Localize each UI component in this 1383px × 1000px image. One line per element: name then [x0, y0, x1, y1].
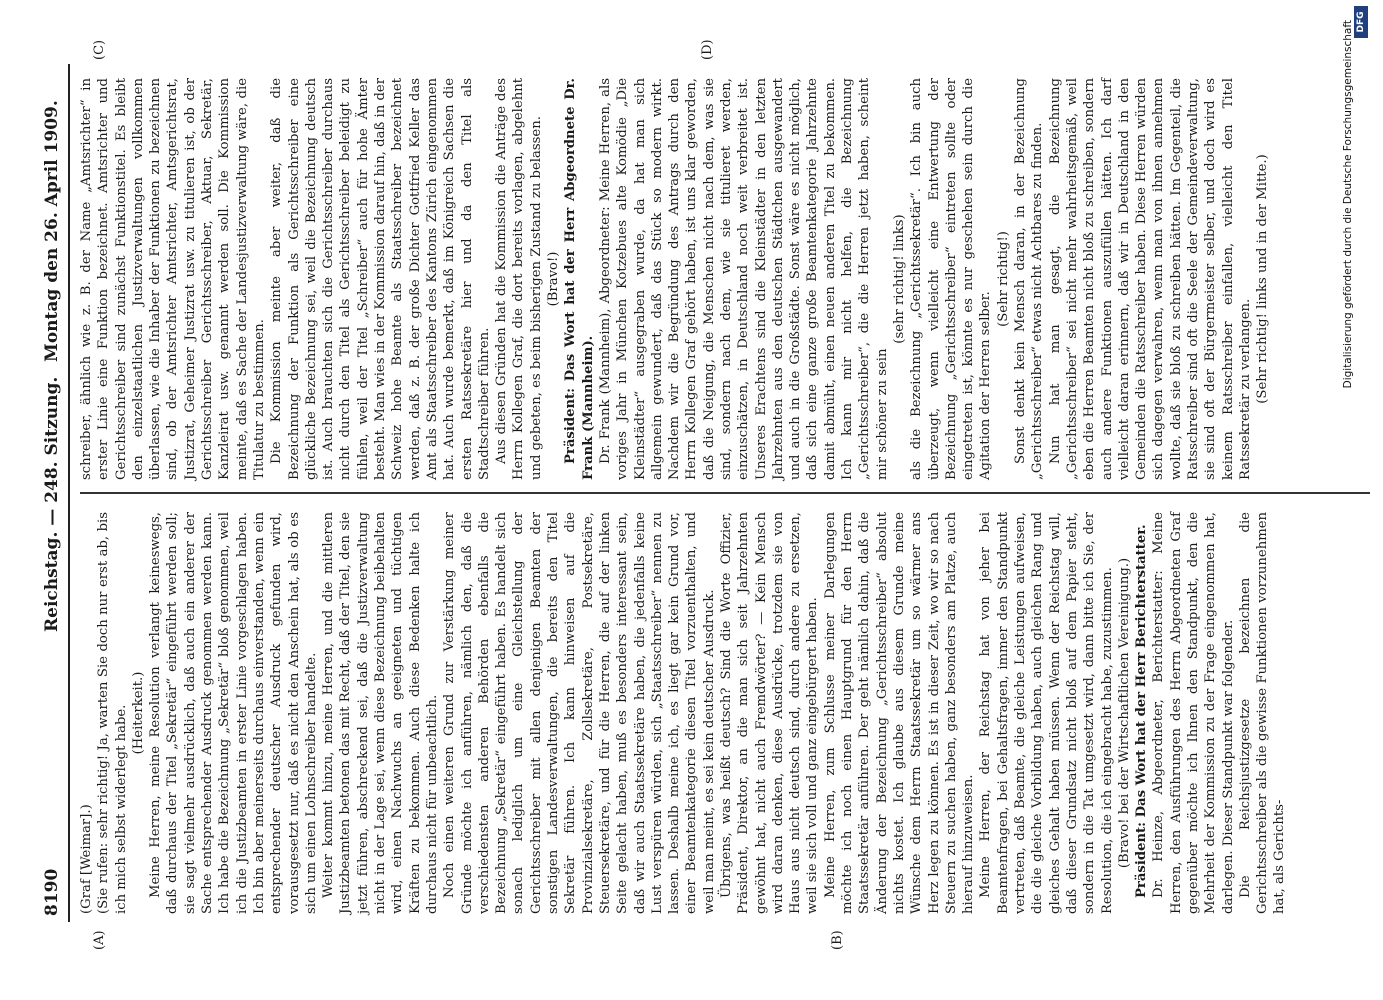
paragraph: Meine Herren, zum Schlusse meiner Darlegungen möchte ich noch einen Hauptgrund für den Herrn Staatssekretär anführen. Der geht nämlich dahin, daß die Änderung der Bezeichnung „Gerichtsschreiber“ absolut nichts kostet. Ich glaube aus diesem Grunde meine Wünsche dem Herrn Staatssekretär um so wärmer ans Herz legen zu können. Es ist in dieser Zeit, wo wir so nach Steuern zu suchen haben, ganz besonders am Platze, auch hierauf hinzuweisen. — [822, 512, 977, 914]
session-date: Montag den 26. April 1909. — [42, 100, 62, 362]
paragraph: (Sie rufen: sehr richtig! Ja, warten Sie doch nur erst ab, bis ich mich selbst widerlegt habe. — [96, 512, 129, 914]
paragraph: Aus diesen Gründen hat die Kommission die Anträge des Herrn Kollegen Graf, die dort bereits vorlagen, abgelehnt und gebeten, es beim bisherigen Zustand zu belassen. — [494, 78, 544, 480]
interjection: (Sehr richtig! links und in der Mitte.) — [1255, 154, 1271, 404]
paragraph: Nun hat man gesagt, die Bezeichnung „Gerichtsschreiber“ sei nicht mehr wahrheitsgemäß, weil eben die Herren Beamten nicht bloß zu schreiben, sondern auch andere Funktionen auszufüllen hätten. Ich darf vielleicht daran erinnern, daß wir in Deutschland in den Gemeinden die Ratsschreiber haben. Diese Herren würden sich dagegen verwahren, wenn man von ihnen annehmen wollte, daß sie bloß zu schreiben hätten. Im Gegenteil, die Ratsschreiber sind oft die Seele der Gemeindeverwaltung, sie sind oft der Bürgermeister selber, und doch wird es keinem Ratsschreiber einfallen, vielleicht den Titel Ratssekretär zu verlangen. — [1047, 78, 1253, 480]
paragraph: Weiter kommt hinzu, meine Herren, und die mittleren Justizbeamten betonen das mit Recht, daß der Titel, den sie jetzt führen, abschreckend sei, daß die Justizverwaltung nicht in der Lage sei, wenn diese Bezeichnung beibehalten wird, einen Nachwuchs an geeigneten und tüchtigen Kräften zu bekommen. Auch diese Bedenken halte ich durchaus nicht für unbeachtlich. — [321, 512, 440, 914]
president-line: Präsident: Das Wort hat der Herr Berichterstatter. — [1134, 524, 1150, 898]
left-column — [78, 512, 1289, 914]
paragraph: Dr. Heinze, Abgeordneter, Berichterstatter: Meine Herren, den Ausführungen des Herrn Abgeordneten Graf gegenüber möchte ich Ihnen den Standpunkt, den die Mehrheit der Kommission zu der Frage eingenommen hat, darlegen. Dieser Standpunkt war folgender. — [1151, 512, 1236, 914]
session-title: Reichstag. — 248. Sitzung. — [42, 376, 62, 632]
interjection: (Bravo!) — [546, 251, 562, 307]
paragraph: Meine Herren, meine Resolution verlangt keineswegs, daß durchaus der Titel „Sekretär“ eingeführt werden soll; sie sagt vielmehr ausdrücklich, daß auch ein anderer der Sache entsprechender Ausdruck genommen werden kann. Ich habe die Bezeichnung „Sekretär“ bloß genommen, weil ich die Justizbeamten in erster Linie vorgeschlagen haben. Ich bin aber meinerseits durchaus einverstanden, wenn ein entsprechender deutscher Ausdruck gefunden wird, vorausgesetzt nur, daß es nicht den Anschein hat, als ob es sich um einen Lohnschreiber handelte. — [148, 512, 319, 914]
interjection: (sehr richtig! links) — [891, 214, 907, 344]
paragraph: Meine Herren, der Reichstag hat von jeher bei Beamtenfragen, bei Gehaltsfragen, immer den Standpunkt vertreten, daß Beamte, die gleiche Leistungen aufweisen, die die gleiche Vorbildung haben, auch gleichen Rang und gleiches Gehalt haben müssen. Wenn der Reichstag will, daß dieser Grundsatz nicht bloß auf dem Papier steht, sondern in die Tat umgesetzt wird, dann bitte ich Sie, der Resolution, die ich eingebracht habe, zuzustimmen. — [978, 512, 1115, 914]
margin-marker-d: (D) — [700, 39, 715, 60]
digitization-attribution: Digitalisierung gefördert durch die Deutsche Forschungsgemeinschaft — [1342, 20, 1354, 389]
right-column — [78, 78, 1271, 480]
interjection: (Sehr richtig!) — [995, 231, 1011, 327]
margin-marker-c: (C) — [92, 39, 107, 60]
paragraph: Die Reichsjustizgesetze bezeichnen die Gerichtsschreiber als die gewisse Funktionen vorzunehmen hat, als Gerichts- — [1237, 512, 1288, 914]
header-rule — [68, 64, 70, 922]
paragraph: Dr. Frank (Mannheim), Abgeordneter: Meine Herren, als voriges Jahr in München Kotzebues alte Komödie „Die Kleinstädter“ ausgegraben wurde, da hat man sich allgemein gewundert, daß das Stück so modern wirkt. Nachdem wir die Begründung des Antrags durch den Herrn Kollegen Graf gehört haben, ist uns klar geworden, daß die Neigung, die Menschen nicht nach dem, was sie sind, sondern nach dem, wie sie titulieret werden, einzuschätzen, in Deutschland noch weit verbreitet ist. Unseres Erachtens sind die Kleinstädter in den letzten Jahrzehnten aus den deutschen Städtchen ausgewandert und auch in die Großstädte. Sonst wäre es nicht möglich, daß sich eine ganze große Beamtenkategorie Jahrzehnte damit abmüht, einen neuen anderen Titel zu bekommen. Ich kann mir nicht helfen, die Bezeichnung „Gerichtsschreiber“, die die Herren jetzt haben, scheint mir schöner zu sein — [597, 78, 890, 480]
margin-marker-b: (B) — [830, 930, 845, 950]
president-line: Präsident: Das Wort hat der Herr Abgeordnete Dr. Frank (Mannheim). — [563, 78, 596, 480]
paragraph: Sonst denkt kein Mensch daran, in der Bezeichnung „Gerichtsschreiber“ etwas nicht Achtbares zu finden. — [1013, 78, 1046, 480]
speaker-continuation: (Graf [Weimar].) — [79, 804, 94, 914]
column-divider — [80, 492, 1370, 494]
paragraph: Übrigens, was heißt deutsch? Sind die Worte Offizier, Präsident, Direktor, an die man sich seit Jahrzehnten gewöhnt hat, nicht auch Fremdwörter? — Kein Mensch wird daran denken, diese Ausdrücke, trotzdem sie von Haus aus nicht deutsch sind, durch andere zu ersetzen, weil sie sich voll und ganz eingebürgert haben. — [718, 512, 821, 914]
paragraph: Noch einen weiteren Grund zur Verstärkung meiner Gründe möchte ich anführen, nämlich den, daß die verschiedensten anderen Behörden ebenfalls die Bezeichnung „Sekretär“ eingeführt haben. Es handelt sich sonach lediglich um eine Gleichstellung der Gerichtsschreiber mit allen denjenigen Beamten der sonstigen Landesverwaltungen, die bereits den Titel Sekretär führen. Ich kann hinweisen auf die Provinzialsekretäre, Zollsekretäre, Postsekretäre, Steuersekretäre, und für die Herren, die auf der linken Seite gelacht haben, muß es besonders interessant sein, daß wir auch Staatssekretäre haben, die jedenfalls keine Lust verspüren würden, sich „Staatsschreiber“ nennen zu lassen. Deshalb meine ich, es liegt gar kein Grund vor, einer Beamtenkategorie diesen Titel vorzuenthalten, und weil man meint, es sei kein deutscher Ausdruck. — [442, 512, 717, 914]
paragraph: Die Kommission meinte aber weiter, daß die Bezeichnung der Funktion als Gerichtsschreiber eine glückliche Bezeichnung sei, weil die Bezeichnung deutsch ist. Auch brauchten sich die Gerichtsschreiber durchaus nicht durch den Titel als Gerichtsschreiber beleidigt zu fühlen, weil der Titel „Schreiber“ auch für hohe Ämter besteht. Man wies in der Kommission darauf hin, daß in der Schweiz hohe Beamte als Staatsschreiber bezeichnet werden, daß z. B. der große Dichter Gottfried Keller das Amt als Staatsschreiber des Kantons Zürich eingenommen hat. Auch wurde bemerkt, daß im Königreich Sachsen die ersten Ratssekretäre hier und da den Titel als Stadtschreiber führen. — [269, 78, 492, 480]
paragraph: schreiber, ähnlich wie z. B. der Name „Amtsrichter“ in erster Linie eine Funktion bezeichnet. Amtsrichter und Gerichtsschreiber sind zunächst Funktionstitel. Es bleibt den einzelstaatlichen Justizverwaltungen vollkommen überlassen, wie die Inhaber der Funktionen zu bezeichnen sind, ob der Amtsrichter Amtsrichter, Amtsgerichtsrat, Justizrat, Geheimer Justizrat usw. zu titulieren ist, ob der Gerichtsschreiber Gerichtsschreiber, Aktuar, Sekretär, Kanzleirat usw. genannt werden soll. Die Kommission meinte, daß es Sache der Landesjustizverwaltung wäre, die Titulatur zu bestimmen. — [79, 78, 267, 480]
interjection: (Heiterkeit.) — [130, 671, 146, 755]
dfg-logo: DFG — [1354, 6, 1368, 38]
interjection: (Bravo! bei der Wirtschaftlichen Vereinigung.) — [1116, 557, 1132, 869]
page-header — [36, 62, 70, 922]
paragraph: als die Bezeichnung „Gerichtssekretär“. Ich bin auch überzeugt, wenn vielleicht eine Entwertung der Bezeichnung „Gerichtsschreiber“ eintreten sollte oder eingetreten ist, könnte es nur geschehen sein durch die Agitation der Herren selber. — [909, 78, 994, 480]
margin-marker-a: (A) — [92, 930, 107, 950]
page-number: 8190 — [42, 868, 62, 916]
